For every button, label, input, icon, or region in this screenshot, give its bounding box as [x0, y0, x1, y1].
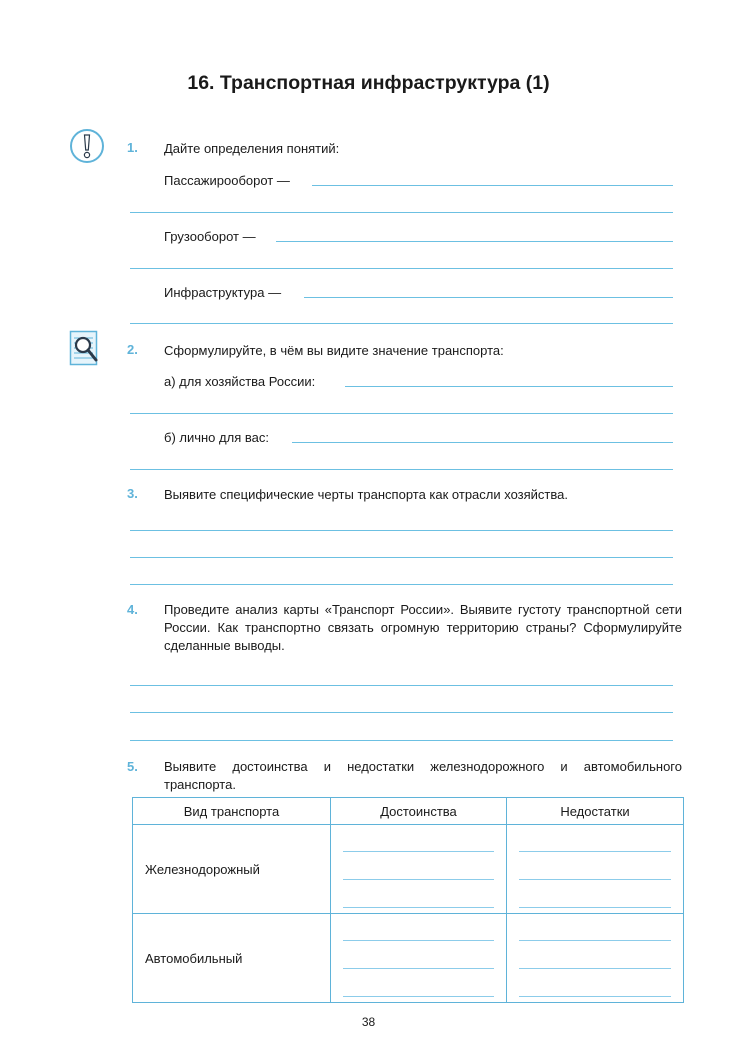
answer-line[interactable]: [130, 323, 673, 324]
answer-line[interactable]: [130, 268, 673, 269]
railway-advantages-cell[interactable]: [331, 825, 507, 914]
task-5-text: Выявите достоинства и недостатки железнодорожного и автомобильного транспорта.: [164, 759, 682, 792]
answer-line[interactable]: [343, 851, 494, 852]
task-4-number: 4.: [127, 602, 138, 617]
answer-line[interactable]: [304, 297, 673, 298]
answer-line[interactable]: [130, 740, 673, 741]
answer-line[interactable]: [130, 530, 673, 531]
answer-line[interactable]: [130, 212, 673, 213]
answer-line[interactable]: [519, 996, 671, 997]
answer-line[interactable]: [519, 851, 671, 852]
header-transport-type: Вид транспорта: [133, 798, 331, 825]
term-infrastructure: Инфраструктура —: [164, 285, 282, 300]
answer-line[interactable]: [276, 241, 673, 242]
header-disadvantages: Недостатки: [507, 798, 684, 825]
answer-line[interactable]: [343, 879, 494, 880]
row-railway-label: Железнодорожный: [133, 825, 331, 914]
answer-line[interactable]: [343, 996, 494, 997]
task-1-text: Дайте определения понятий:: [164, 141, 340, 156]
railway-disadvantages-cell[interactable]: [507, 825, 684, 914]
automobile-advantages-cell[interactable]: [331, 914, 507, 1003]
answer-line[interactable]: [343, 940, 494, 941]
answer-line[interactable]: [519, 907, 671, 908]
answer-line[interactable]: [130, 557, 673, 558]
task-3-text: Выявите специфические черты транспорта как отрасли хозяйства.: [164, 487, 568, 502]
magnifier-icon: [69, 330, 101, 368]
answer-line[interactable]: [130, 469, 673, 470]
answer-line[interactable]: [292, 442, 673, 443]
answer-line[interactable]: [130, 413, 673, 414]
task-2-number: 2.: [127, 342, 138, 357]
item-for-you: б) лично для вас:: [164, 430, 269, 445]
task-2-text: Сформулируйте, в чём вы видите значение транспорта:: [164, 343, 504, 358]
exclamation-icon: [69, 128, 105, 164]
row-automobile-label: Автомобильный: [133, 914, 331, 1003]
task-1-number: 1.: [127, 140, 138, 155]
term-passenger-turnover: Пассажирооборот —: [164, 173, 290, 188]
task-4-text: Проведите анализ карты «Транспорт России». Выявите густоту транспортной сети России. Как транспортно связать огромную территорию страны? Сформулируйте сделанные выводы.: [164, 602, 682, 653]
item-for-economy: а) для хозяйства России:: [164, 374, 316, 389]
answer-line[interactable]: [343, 907, 494, 908]
task-5-number: 5.: [127, 759, 138, 774]
answer-line[interactable]: [345, 386, 673, 387]
transport-comparison-table: [132, 797, 684, 1003]
answer-line[interactable]: [519, 968, 671, 969]
answer-line[interactable]: [130, 712, 673, 713]
page-number: 38: [361, 1015, 376, 1029]
answer-line[interactable]: [130, 584, 673, 585]
term-freight-turnover: Грузооборот —: [164, 229, 256, 244]
answer-line[interactable]: [312, 185, 673, 186]
page-title: 16. Транспортная инфраструктура (1): [187, 72, 550, 94]
task-3-number: 3.: [127, 486, 138, 501]
answer-line[interactable]: [519, 940, 671, 941]
answer-line[interactable]: [343, 968, 494, 969]
answer-line[interactable]: [130, 685, 673, 686]
header-advantages: Достоинства: [331, 798, 507, 825]
automobile-disadvantages-cell[interactable]: [507, 914, 684, 1003]
answer-line[interactable]: [519, 879, 671, 880]
